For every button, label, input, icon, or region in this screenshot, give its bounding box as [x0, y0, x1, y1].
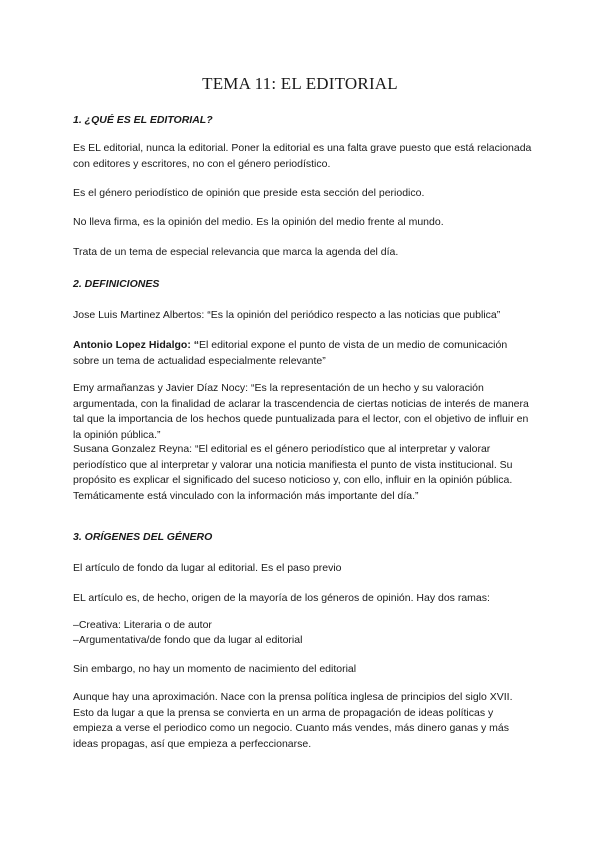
section-1-paragraph-4: Trata de un tema de especial relevancia que marca la agenda del día. [73, 246, 399, 258]
section-3-paragraph-2: EL artículo es, de hecho, origen de la mayoría de los géneros de opinión. Hay dos ramas: [73, 592, 490, 604]
definition-gonzalez-reyna: Susana Gonzalez Reyna: “El editorial es el género periodístico que al interpretar y valorar periodístico que al interpretar y valorar una noticia manifiesta el punto de vista institucional. Su propósito es explicar el significado del suceso noticioso y, con ello, influir en la opinión pública. Temáticamente está vinculado con la información más importante del día.” [73, 443, 513, 502]
section-1-heading: 1. ¿QUÉ ES EL EDITORIAL? [73, 114, 213, 126]
section-1-paragraph-3: No lleva firma, es la opinión del medio. Es la opinión del medio frente al mundo. [73, 216, 444, 228]
definition-text-lopez-hidalgo: El editorial expone el punto de vista de un medio de comunicación sobre un tema de actualidad especialmente relevante” [73, 339, 508, 367]
section-1-paragraph-1: Es EL editorial, nunca la editorial. Poner la editorial es una falta grave puesto que está relacionada con editores y escritores, no con el género periodístico. [73, 142, 532, 170]
section-3-heading: 3. ORÍGENES DEL GÉNERO [73, 531, 213, 543]
definition-armananzas-diaz-nocy: Emy armañanzas y Javier Díaz Nocy: “Es la representación de un hecho y su valoración argumentada, con la finalidad de aclarar la trascendencia de ciertas noticias de interés de manera tal que la importancia de los hechos quede puntualizada para el lector, con el objetivo de influir en la opinión pública.” [73, 382, 529, 441]
section-1-paragraph-2: Es el género periodístico de opinión que preside esta sección del periodico. [73, 187, 425, 199]
section-3-paragraph-4: Aunque hay una aproximación. Nace con la prensa política inglesa de principios del siglo XVII. Esto da lugar a que la prensa se convierta en un arma de propagación de ideas políticas y empieza a verse el periodico como un negocio. Cuanto más vendes, más dinero ganas y más ideas propagas, así que empieza a perfeccionarse. [73, 691, 513, 750]
section-3-paragraph-3: Sin embargo, no hay un momento de nacimiento del editorial [73, 663, 357, 675]
definition-author-lopez-hidalgo: Antonio Lopez Hidalgo: “ [73, 339, 199, 351]
definition-lopez-hidalgo [73, 338, 533, 369]
document-title: TEMA 11: EL EDITORIAL [202, 74, 398, 93]
definition-martinez-albertos: Jose Luis Martinez Albertos: “Es la opinión del periódico respecto a las noticias que publica” [73, 309, 501, 321]
section-3-paragraph-1: El artículo de fondo da lugar al editorial. Es el paso previo [73, 562, 342, 574]
section-2-heading: 2. DEFINICIONES [73, 278, 160, 290]
branch-argumentativa: –Argumentativa/de fondo que da lugar al editorial [73, 634, 303, 646]
branch-creativa: –Creativa: Literaria o de autor [73, 619, 212, 631]
